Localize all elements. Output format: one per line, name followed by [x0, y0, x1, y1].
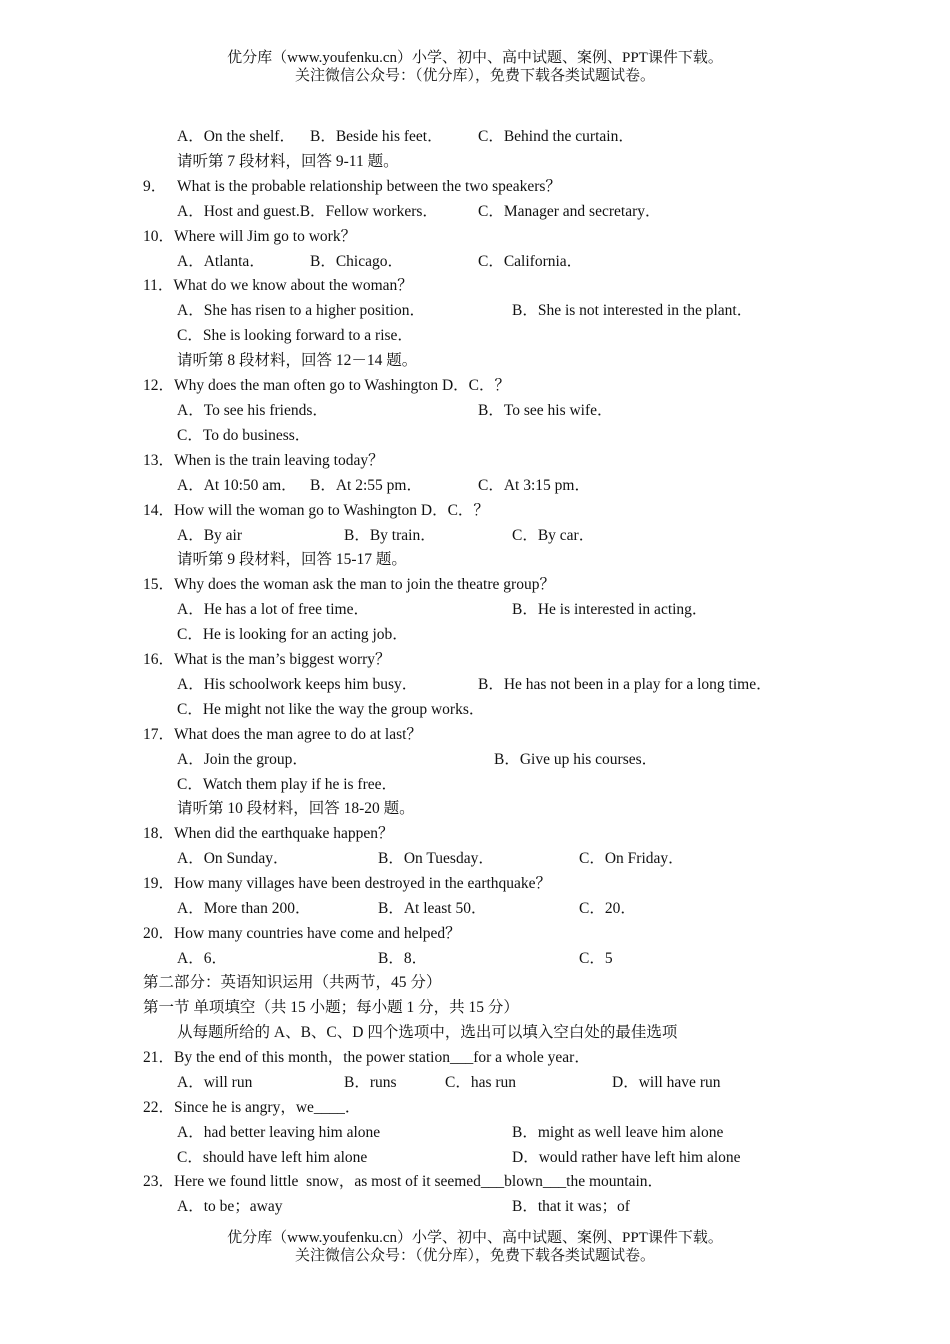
text-line: 18．When did the earthquake happen？	[143, 825, 394, 842]
text-line: B．To see his wife．	[478, 402, 613, 419]
text-line: C．Behind the curtain．	[478, 128, 634, 145]
footer-line-1: 优分库（www.youfenku.cn）小学、初中、高中试题、案例、PPT课件下载。	[227, 1230, 723, 1246]
text-line: A．His schoolwork keeps him busy．	[177, 676, 418, 693]
text-line: A．will run	[177, 1074, 253, 1091]
header-line-2: 关注微信公众号：（优分库），免费下载各类试题试卷。	[294, 68, 655, 84]
text-line: 10．Where will Jim go to work？	[143, 228, 357, 245]
text-line: 从每题所给的 A、B、C、D 四个选项中，选出可以填入空白处的最佳选项	[177, 1024, 678, 1041]
text-line: C．Watch them play if he is free．	[177, 776, 397, 793]
text-line: A．to be；away	[177, 1198, 283, 1215]
text-line: 23．Here we found little snow，as most of it seemed___blown___the mountain．	[143, 1173, 664, 1190]
text-line: B．He has not been in a play for a long time．	[478, 676, 772, 693]
page-header	[0, 49, 950, 85]
text-line: A．had better leaving him alone	[177, 1124, 381, 1141]
text-line: C．He might not like the way the group works．	[177, 701, 485, 718]
text-line: C．On Friday．	[579, 850, 684, 867]
text-line: 11．What do we know about the woman？	[143, 277, 413, 294]
text-line: A．To see his friends．	[177, 402, 328, 419]
text-line: C．5	[579, 950, 613, 967]
text-line: B．Beside his feet．	[310, 128, 443, 145]
text-line: 16．What is the man’s biggest worry？	[143, 651, 391, 668]
text-line: C．By car．	[512, 527, 595, 544]
text-line: D．will have run	[612, 1074, 721, 1091]
text-line: B．At 2:55 pm．	[310, 477, 422, 494]
text-line: B．She is not interested in the plant．	[512, 302, 753, 319]
text-line: A．On Sunday．	[177, 850, 289, 867]
text-line: C．20．	[579, 900, 636, 917]
text-line: 请听第 8 段材料，回答 12－14 题。	[177, 352, 418, 369]
text-line: 12．Why does the man often go to Washington D．C．？	[143, 377, 510, 394]
text-line: B．8．	[378, 950, 428, 967]
text-line: A．More than 200．	[177, 900, 311, 917]
text-line: C．To do business．	[177, 427, 311, 444]
text-line: A．6．	[177, 950, 227, 967]
text-line: B．runs	[344, 1074, 397, 1091]
text-line: 请听第 10 段材料，回答 18-20 题。	[177, 800, 415, 817]
text-line: A．She has risen to a higher position．	[177, 302, 425, 319]
text-line: C．She is looking forward to a rise．	[177, 327, 413, 344]
text-line: B．might as well leave him alone	[512, 1124, 724, 1141]
text-line: C．California．	[478, 253, 583, 270]
text-line: B．On Tuesday．	[378, 850, 494, 867]
text-line: 22．Since he is angry，we____．	[143, 1099, 361, 1116]
text-line: C．should have left him alone	[177, 1149, 368, 1166]
text-line: 17．What does the man agree to do at last？	[143, 726, 422, 743]
text-line: C．has run	[445, 1074, 517, 1091]
text-line: 19．How many villages have been destroyed in the earthquake？	[143, 875, 552, 892]
header-line-1: 优分库（www.youfenku.cn）小学、初中、高中试题、案例、PPT课件下载。	[227, 50, 723, 66]
text-line: A．At 10:50 am．	[177, 477, 297, 494]
page-footer	[0, 1229, 950, 1265]
text-line: A．Join the group．	[177, 751, 308, 768]
text-line: 14．How will the woman go to Washington D．C．？	[143, 502, 489, 519]
text-line: C．At 3:15 pm．	[478, 477, 590, 494]
text-line: C．He is looking for an acting job．	[177, 626, 408, 643]
footer-line-2: 关注微信公众号：（优分库），免费下载各类试题试卷。	[294, 1248, 655, 1264]
text-line: A．He has a lot of free time．	[177, 601, 369, 618]
text-line: D．would rather have left him alone	[512, 1149, 741, 1166]
text-line: 15．Why does the woman ask the man to join the theatre group？	[143, 576, 555, 593]
text-line: B．Give up his courses．	[494, 751, 658, 768]
text-line: A．On the shelf．	[177, 128, 295, 145]
text-line: 20．How many countries have come and helped？	[143, 925, 461, 942]
text-line: 第二部分：英语知识运用（共两节，45 分）	[143, 974, 442, 991]
text-line: B．Chicago．	[310, 253, 403, 270]
text-line: A．Host and guest.B．Fellow workers．	[177, 203, 438, 220]
text-line: 请听第 9 段材料，回答 15-17 题。	[177, 551, 407, 568]
text-line: B．He is interested in acting．	[512, 601, 708, 618]
text-line: B．At least 50．	[378, 900, 487, 917]
text-line: A．By air	[177, 527, 243, 544]
text-line: B．that it was；of	[512, 1198, 630, 1215]
text-line: 第一节 单项填空（共 15 小题；每小题 1 分，共 15 分）	[143, 999, 519, 1016]
text-line: B．By train．	[344, 527, 436, 544]
text-line: 9．	[143, 178, 167, 195]
text-line: A．Atlanta．	[177, 253, 265, 270]
text-line: 请听第 7 段材料，回答 9-11 题。	[177, 153, 399, 170]
text-line: 13．When is the train leaving today？	[143, 452, 384, 469]
text-line: What is the probable relationship between the two speakers？	[177, 178, 561, 195]
text-line: 21．By the end of this month，the power station___for a whole year．	[143, 1049, 590, 1066]
text-line: C．Manager and secretary．	[478, 203, 661, 220]
